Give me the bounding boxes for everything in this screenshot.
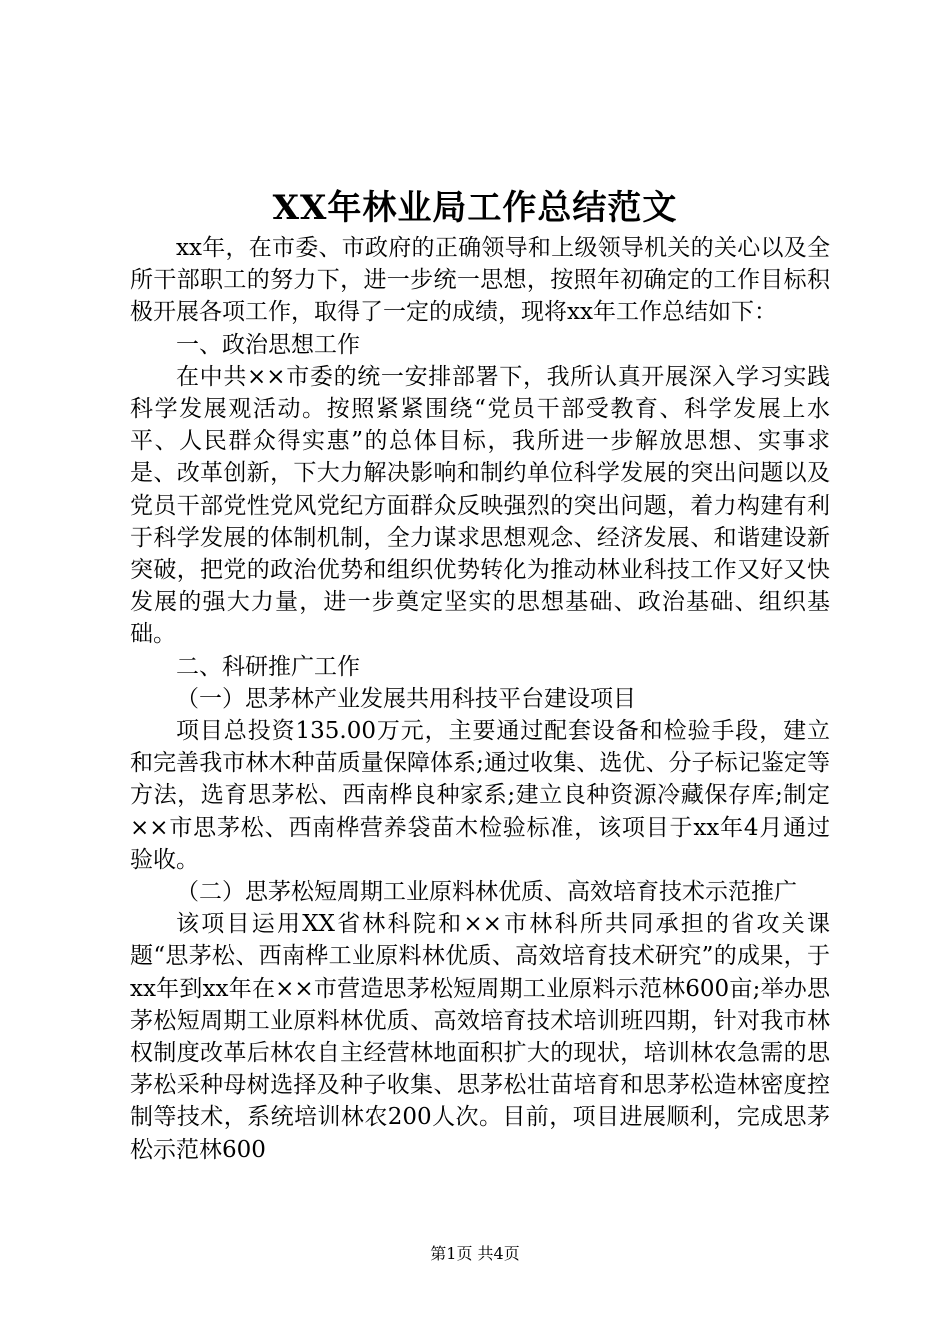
subsection-heading-pine: （二）思茅松短周期工业原料林优质、高效培育技术示范推广 xyxy=(176,879,797,906)
section-heading-political: 一、政治思想工作 xyxy=(176,331,360,358)
document-body xyxy=(130,232,830,1166)
page-footer: 第1页 共4页 xyxy=(430,1244,520,1263)
paragraph-platform: 项目总投资135.00万元，主要通过配套设备和检验手段，建立和完善我市林木种苗质量保障体系;通过收集、选优、分子标记鉴定等方法，选育思茅松、西南桦良种家系;建立良种资源冷藏保存库;制定××市思茅松、西南桦营养袋苗木检验标准，该项目于xx年4月通过验收。 xyxy=(130,718,830,873)
subsection-heading-platform: （一）思茅林产业发展共用科技平台建设项目 xyxy=(176,685,636,712)
paragraph-pine: 该项目运用XX省林科院和××市林科所共同承担的省攻关课题“思茅松、西南桦工业原料林优质、高效培育技术研究”的成果，于xx年到xx年在××市营造思茅松短周期工业原料示范林600亩;举办思茅松短周期工业原料林优质、高效培育技术培训班四期，针对我市林权制度改革后林农自主经营林地面积扩大的现状，培训林农急需的思茅松采种母树选择及种子收集、思茅松壮苗培育和思茅松造林密度控制等技术，系统培训林农200人次。目前，项目进展顺利，完成思茅松示范林600 xyxy=(130,911,830,1163)
paragraph-political: 在中共××市委的统一安排部署下，我所认真开展深入学习实践科学发展观活动。按照紧紧围绕“党员干部受教育、科学发展上水平、人民群众得实惠”的总体目标，我所进一步解放思想、实事求是、改革创新，下大力解决影响和制约单位科学发展的突出问题以及党员干部党性党风党纪方面群众反映强烈的突出问题，着力构建有利于科学发展的体制机制，全力谋求思想观念、经济发展、和谐建设新突破，把党的政治优势和组织优势转化为推动林业科技工作又好又快发展的强大力量，进一步奠定坚实的思想基础、政治基础、组织基础。 xyxy=(130,363,830,648)
paragraph-intro: xx年，在市委、市政府的正确领导和上级领导机关的关心以及全所干部职工的努力下，进一步统一思想，按照年初确定的工作目标积极开展各项工作，取得了一定的成绩，现将xx年工作总结如下： xyxy=(130,235,830,326)
document-title: XX年林业局工作总结范文 xyxy=(272,188,678,228)
section-heading-research: 二、科研推广工作 xyxy=(176,653,360,680)
